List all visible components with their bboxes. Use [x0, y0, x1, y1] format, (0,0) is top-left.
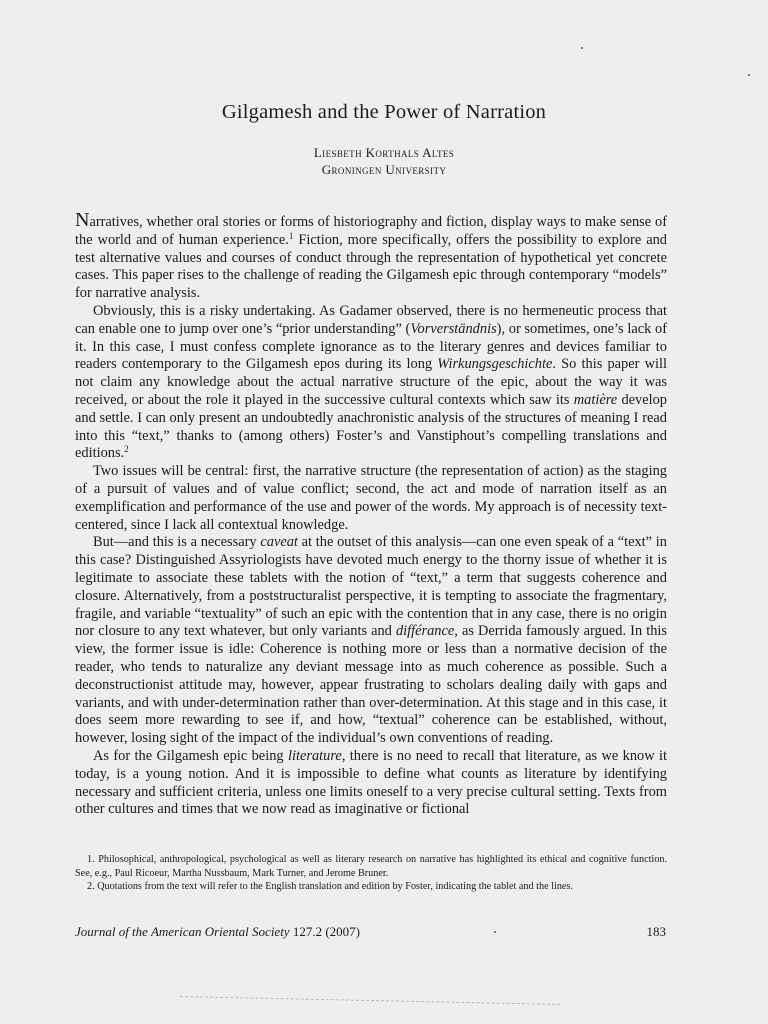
- drop-cap: N: [75, 209, 90, 231]
- text-run: , as Derrida famously argued. In this view, the former issue is idle: Coherence is nothing more or less than a normative decision of the reader, who tends to naturalize any deviant message into as much coherence as possible. Such a deconstructionist attitude may, however, appear frustrating to scholars dealing daily with gaps and variants, and with under-determination rather than over-determination. At this stage and in this case, it does seem more rewarding to see if, and how, “textual” coherence can be established, without, however, losing sight of the impact of the individual’s own conventions of reading.: [75, 623, 667, 747]
- text-run: As for the Gilgamesh epic being: [93, 747, 288, 764]
- italic-term: literature: [287, 747, 342, 764]
- text-run: arratives, whether oral stories or forms of historiography and fiction, display ways to make sense of the world and of human experience.: [75, 214, 667, 248]
- article-title: Gilgamesh and the Power of Narration: [221, 101, 547, 123]
- author-name: Liesbeth Korthals Altes: [313, 145, 455, 160]
- footnote: 1. Philosophical, anthropological, psychological as well as literary research on narrative has highlighted its ethical and cognitive function. See, e.g., Paul Ricoeur, Martha Nussbaum, Mark Turner, and Jerome Bruner.: [75, 854, 667, 879]
- italic-term: Vorverständnis: [410, 320, 497, 337]
- text-run: at the outset of this analysis—can one even speak of a “text” in this case? Distinguished Assyriologists have devoted much energy to the thorny issue of whether it is legitimate to associate these tablets with the notion of “text,” a term that suggests coherence and closure. Alternatively, from a poststructuralist perspective, it is tempting to associate the fragmentary, fragile, and variable “textuality” of such an epic with the contention that in any case, there is no origin nor closure to any text whatever, but only variants and: [75, 534, 667, 640]
- italic-term: caveat: [260, 534, 298, 551]
- paragraph: [75, 209, 667, 303]
- text-run: Obviously, this is a risky undertaking. As Gadamer observed, there is no hermeneutic process that can enable one to jump over one’s “prior understanding” (: [75, 302, 667, 337]
- scan-speck: [494, 931, 496, 933]
- text-run: , there is no need to recall that literature, as we know it today, is a young notion. And it is impossible to define what counts as literature by identifying necessary and sufficient criteria, unless one limits oneself to a very precise cultural setting. Texts from other cultures and times that we now read as imaginative or fictional: [75, 747, 667, 818]
- scan-speck: [581, 47, 583, 49]
- journal-name: Journal of the American Oriental Society: [75, 924, 290, 939]
- paragraph: [75, 463, 667, 534]
- text-run: Two issues will be central: first, the narrative structure (the representation of action) as the staging of a pursuit of values and of value conflict; second, the act and mode of narration itself as an exemplification and performance of the use and power of the words. My approach is of necessity text-centered, since I lack all contextual knowledge.: [75, 463, 667, 533]
- footnotes: [75, 853, 667, 894]
- scan-speck: [748, 74, 750, 76]
- text-run: develop and settle. I can only present an undoubtedly anachronistic analysis of the structures of meaning I read into this “text,” thanks to (among others) Foster’s and Vanstiphout’s compelling translations and editions.: [75, 391, 667, 462]
- footnote-ref: 1: [288, 230, 294, 241]
- paragraph: [75, 534, 667, 748]
- scan-artifact: [180, 996, 560, 1005]
- text-run: . So this paper will not claim any knowledge about the actual narrative structure of the epic, about the way it was received, or about the role it played in the successive cultural contexts which saw its: [75, 356, 667, 408]
- author-affiliation: Groningen University: [321, 162, 447, 177]
- footnote-ref: 2: [124, 444, 129, 455]
- text-run: Fiction, more specifically, offers the possibility to explore and test alternative values and courses of conduct through the representation of hypothetical yet concrete cases. This paper rises to the challenge of reading the Gilgamesh epic through contemporary “models” for narrative analysis.: [75, 231, 667, 302]
- paragraph: [75, 303, 667, 463]
- page-number: 183: [646, 924, 666, 939]
- text-run: ), or sometimes, one’s lack of it. In this case, I must confess complete ignorance as to the literary genres and devices familiar to readers contemporary to the Gilgamesh epos during its long: [75, 320, 667, 373]
- article-body: [75, 209, 667, 819]
- italic-term: matière: [573, 391, 618, 408]
- italic-term: différance: [395, 623, 455, 640]
- paragraph: [75, 748, 667, 819]
- journal-citation: [75, 924, 360, 940]
- text-run: But—and this is a necessary: [93, 534, 261, 551]
- journal-volume: 127.2 (2007): [292, 924, 360, 939]
- footnote: 2. Quotations from the text will refer to the English translation and edition by Foster, indicating the tablet and the lines.: [87, 881, 573, 892]
- italic-term: Wirkungsgeschichte: [437, 356, 553, 373]
